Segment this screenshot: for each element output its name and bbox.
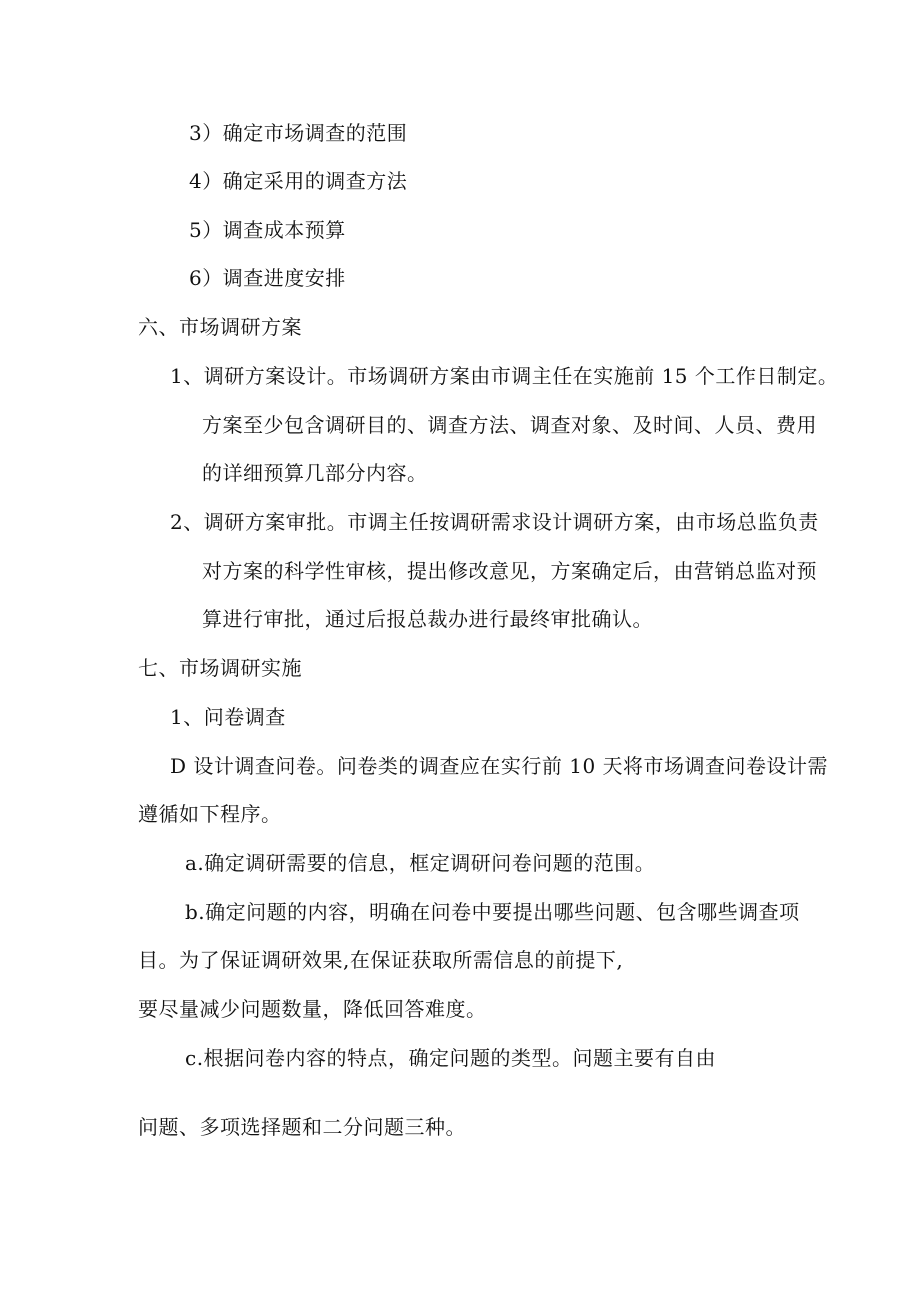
step-b-line-1: b.确定问题的内容，明确在问卷中要提出哪些问题、包含哪些调查项 — [185, 900, 800, 924]
paragraph-plan-approval-line-2: 对方案的科学性审核，提出修改意见，方案确定后，由营销总监对预 — [202, 559, 817, 583]
paragraph-plan-design-line-2: 方案至少包含调研目的、调查方法、调查对象、及时间、人员、费用 — [202, 413, 817, 437]
step-c-line-2: 问题、多项选择题和二分问题三种。 — [138, 1115, 466, 1139]
subheading-questionnaire: 1、问卷调查 — [170, 705, 286, 729]
step-c-line-1: c.根据问卷内容的特点，确定问题的类型。问题主要有自由 — [185, 1046, 717, 1070]
paragraph-plan-design-line-1: 1、调研方案设计。市场调研方案由市调主任在实施前 15 个工作日制定。 — [170, 364, 839, 388]
list-item-method: 4）确定采用的调查方法 — [189, 169, 408, 193]
paragraph-plan-approval-line-3: 算进行审批，通过后报总裁办进行最终审批确认。 — [202, 607, 653, 631]
list-item-scope: 3）确定市场调查的范围 — [189, 121, 408, 145]
paragraph-questionnaire-line-2: 遵循如下程序。 — [138, 802, 282, 826]
paragraph-plan-approval-line-1: 2、调研方案审批。市调主任按调研需求设计调研方案，由市场总监负责 — [170, 510, 819, 534]
section-heading-plan: 六、市场调研方案 — [138, 315, 302, 339]
step-b-line-2: 目。为了保证调研效果,在保证获取所需信息的前提下, — [138, 948, 624, 972]
paragraph-plan-design-line-3: 的详细预算几部分内容。 — [202, 461, 428, 485]
step-a: a.确定调研需要的信息，框定调研问卷问题的范围。 — [185, 851, 656, 875]
paragraph-questionnaire-line-1: D 设计调查问卷。问卷类的调查应在实行前 10 天将市场调查问卷设计需 — [170, 754, 829, 778]
section-heading-implementation: 七、市场调研实施 — [138, 656, 302, 680]
step-b-line-3: 要尽量减少问题数量，降低回答难度。 — [138, 997, 487, 1021]
list-item-schedule: 6）调查进度安排 — [189, 266, 346, 290]
list-item-budget: 5）调查成本预算 — [189, 218, 346, 242]
